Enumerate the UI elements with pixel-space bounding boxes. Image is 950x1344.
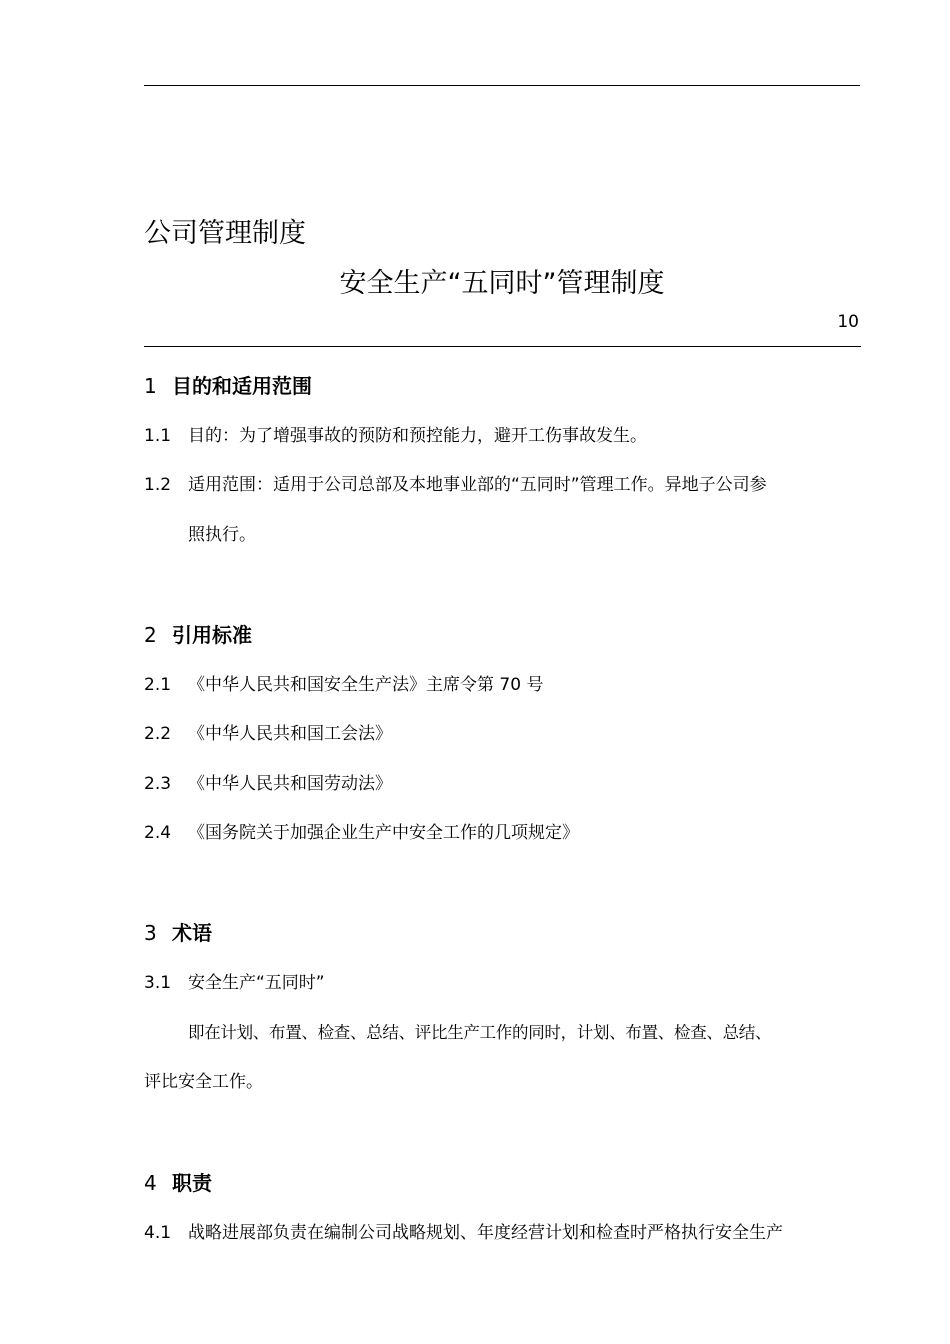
item-number: 4.1 bbox=[144, 1223, 172, 1243]
item-text: 目的：为了增强事故的预防和预控能力，避开工伤事故发生。 bbox=[188, 426, 647, 446]
item-number: 2.2 bbox=[144, 724, 172, 744]
document-category: 公司管理制度 bbox=[144, 218, 306, 249]
list-item bbox=[144, 771, 392, 797]
header-rule bbox=[144, 85, 860, 86]
section-title: 目的和适用范围 bbox=[172, 374, 312, 398]
section-number: 3 bbox=[144, 921, 157, 945]
section-heading bbox=[144, 620, 252, 650]
list-item bbox=[144, 423, 647, 449]
item-text: 《中华人民共和国工会法》 bbox=[188, 724, 392, 744]
item-number: 2.3 bbox=[144, 774, 172, 794]
section-heading bbox=[144, 371, 312, 401]
section-title: 术语 bbox=[172, 921, 212, 945]
item-text: 战略进展部负责在编制公司战略规划、年度经营计划和检查时严格执行安全生产 bbox=[188, 1223, 783, 1243]
item-number: 2.4 bbox=[144, 823, 172, 843]
list-item bbox=[144, 672, 543, 698]
section-heading bbox=[144, 918, 212, 948]
section-number: 4 bbox=[144, 1171, 157, 1195]
item-number: 2.1 bbox=[144, 675, 172, 695]
section-number: 1 bbox=[144, 374, 157, 398]
section-title: 职责 bbox=[172, 1171, 212, 1195]
paragraph-line: 评比安全工作。 bbox=[144, 1072, 263, 1092]
list-item bbox=[144, 1220, 783, 1246]
list-item bbox=[144, 721, 392, 747]
item-number: 3.1 bbox=[144, 973, 172, 993]
document-number: 10 bbox=[837, 312, 859, 332]
item-text: 《国务院关于加强企业生产中安全工作的几项规定》 bbox=[188, 823, 579, 843]
section-number: 2 bbox=[144, 623, 157, 647]
section-title: 引用标准 bbox=[172, 623, 252, 647]
item-text: 《中华人民共和国安全生产法》主席令第 70 号 bbox=[188, 675, 544, 695]
item-text: 《中华人民共和国劳动法》 bbox=[188, 774, 392, 794]
list-item bbox=[144, 472, 767, 498]
title-rule bbox=[144, 346, 861, 347]
item-continuation: 照执行。 bbox=[188, 525, 256, 545]
section-heading bbox=[144, 1168, 212, 1198]
list-item bbox=[144, 970, 325, 996]
item-text: 适用范围：适用于公司总部及本地事业部的“五同时”管理工作。异地子公司参 bbox=[188, 475, 767, 495]
item-text: 安全生产“五同时” bbox=[188, 973, 325, 993]
item-number: 1.1 bbox=[144, 426, 172, 446]
document-title: 安全生产“五同时”管理制度 bbox=[339, 268, 665, 299]
item-number: 1.2 bbox=[144, 475, 172, 495]
list-item bbox=[144, 820, 579, 846]
paragraph-line: 即在计划、布置、检查、总结、评比生产工作的同时，计划、布置、检查、总结、 bbox=[188, 1023, 772, 1042]
